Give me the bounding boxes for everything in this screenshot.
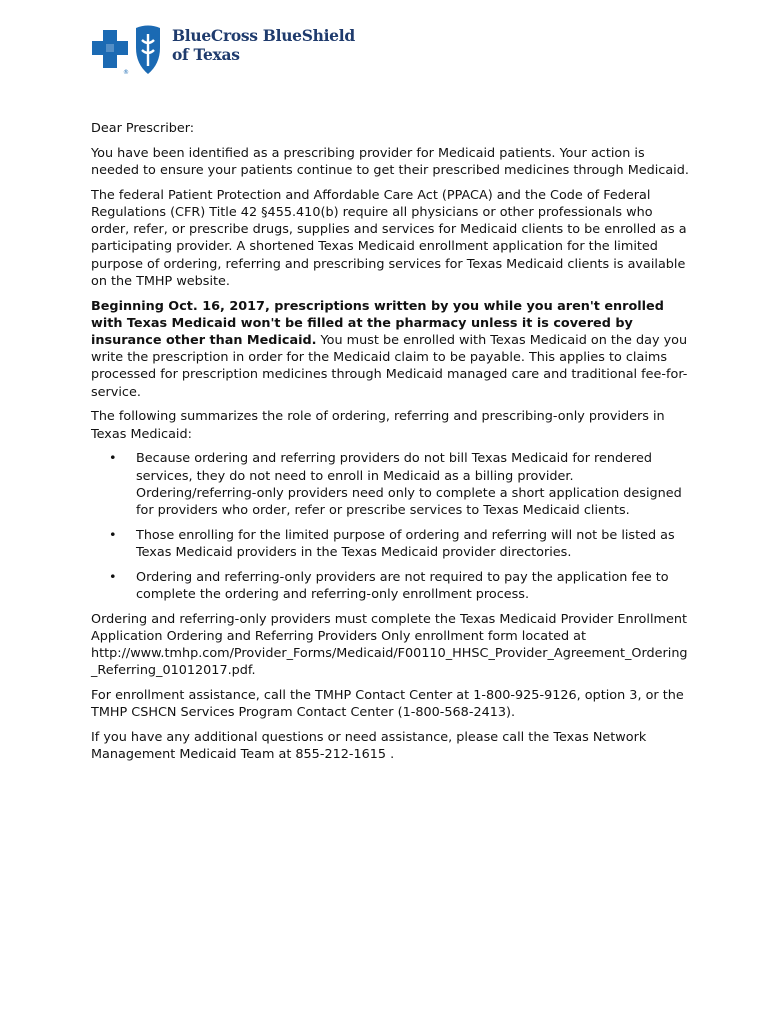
paragraph-deadline xyxy=(91,298,691,401)
paragraph-questions: If you have any additional questions or need assistance, please call the Texas Network Management Medicaid Team at 855-212-1615 . xyxy=(91,730,647,763)
letter-body xyxy=(91,120,691,771)
brand-line-2: of Texas xyxy=(172,45,240,64)
deadline-rest-text: You must be enrolled with Texas Medicaid on the day you write the prescription in order for the Medicaid claim to be payable. This applies to claims processed for prescription medicines through Medicaid managed care and traditional fee-for-service. xyxy=(91,333,688,400)
brand-name xyxy=(172,26,355,64)
registered-mark: ® xyxy=(123,69,129,76)
cross-and-shield-icon xyxy=(90,22,164,76)
bullet-item: • Ordering and referring-only providers are not required to pay the application fee to complete the ordering and referring-only enrollment process. xyxy=(136,569,691,603)
enrollment-form-url[interactable]: http://www.tmhp.com/Provider_Forms/Medicaid/F00110_HHSC_Provider_Agreement_Ordering_Referring_01012017.pdf. xyxy=(91,646,688,679)
enrollment-form-text: Ordering and referring-only providers must complete the Texas Medicaid Provider Enrollment Application Ordering and Referring Providers Only enrollment form located at xyxy=(91,611,687,645)
summary-bullet-list xyxy=(91,450,691,603)
paragraph-ppaca: The federal Patient Protection and Affordable Care Act (PPACA) and the Code of Federal Regulations (CFR) Title 42 §455.410(b) require all physicians or other professionals who order, refer, or prescribe drugs, supplies and services for Medicaid clients to be enrolled as a participating provider. A shortened Texas Medicaid enrollment application for the limited purpose of ordering, referring and prescribing services for Texas Medicaid clients is available on the TMHP website. xyxy=(91,187,687,289)
deadline-bold-text: Beginning Oct. 16, 2017, prescriptions written by you while you aren't enrolled with Texas Medicaid won't be filled at the pharmacy unless it is covered by insurance other than Medicaid. xyxy=(91,298,664,349)
bcbs-logo xyxy=(90,22,355,78)
paragraph-contact-center: For enrollment assistance, call the TMHP Contact Center at 1-800-925-9126, option 3, or the TMHP CSHCN Services Program Contact Center (1-800-568-2413). xyxy=(91,688,684,721)
paragraph-identified: You have been identified as a prescribing provider for Medicaid patients. Your action is needed to ensure your patients continue to get their prescribed medicines through Medicaid. xyxy=(91,145,689,178)
bullet-item: • Those enrolling for the limited purpose of ordering and referring will not be listed as Texas Medicaid providers in the Texas Medicaid provider directories. xyxy=(136,527,691,561)
paragraph-summary-intro: The following summarizes the role of ordering, referring and prescribing-only providers in Texas Medicaid: xyxy=(91,409,665,442)
salutation: Dear Prescriber: xyxy=(91,121,195,136)
brand-line-1: BlueCross BlueShield xyxy=(172,26,355,45)
bullet-item: • Because ordering and referring providers do not bill Texas Medicaid for rendered services, they do not need to enroll in Medicaid as a billing provider. Ordering/referring-only providers need only to complete a short application designed for providers who order, refer or prescribe services to Texas Medicaid clients. xyxy=(136,450,691,519)
paragraph-enrollment-form xyxy=(91,611,691,680)
